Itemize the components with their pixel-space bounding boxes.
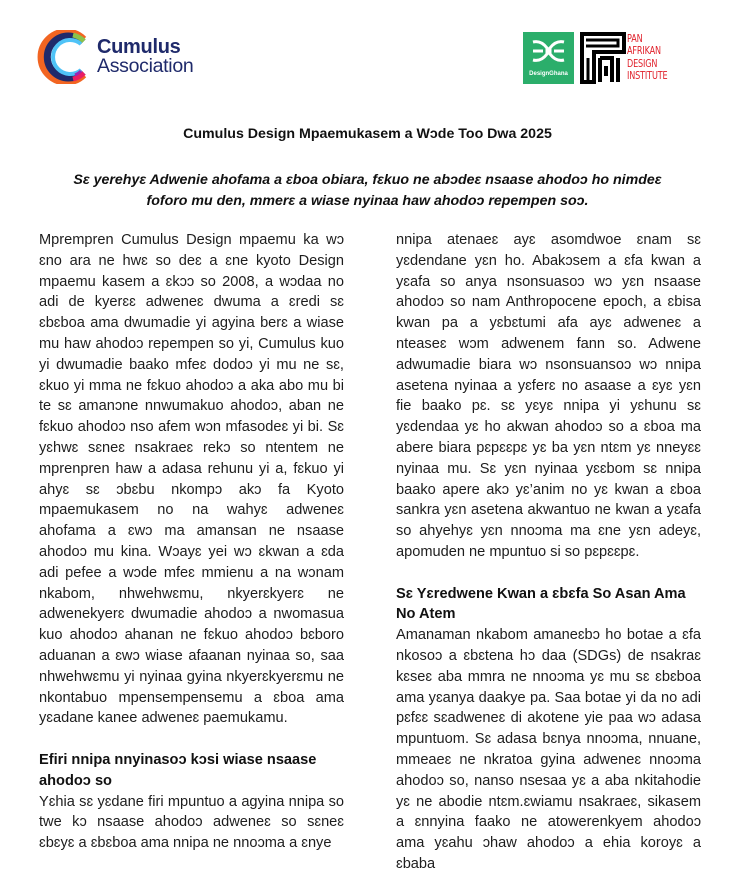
left-column [39,230,344,854]
padi-wordmark [627,33,667,82]
design-ghana-glyph-icon [523,32,574,72]
design-ghana-caption: DesignGhana [529,71,568,77]
body-paragraph: Amanaman nkabom amaneɛbɔ ho botae a ɛfa nkosoɔ a ɛbɛtena hɔ daa (SDGs) de nsakraɛ kɛseɛ aba mmra ne nnoɔma yɛ mu sɛ ɛbɛboa ama yɛanya daakye pa. Saa botae yi da no adi pɛfɛɛ sɛadweneɛ di akotene yie paa wɔ adasa mpuntuom. Sɛ adasa bɛnya nnoɔma, nnuane, mmeaeɛ ne nkratoa gyina adweneɛ nnoɔma ahodoɔ so, nanso nsesaa yɛ a aba nkitahodie yɛ ne abodie ntɛm.ɛwiamu nsakraeɛ, sikasem a ɛnnyina faako ne atowerenkyem ahodoɔ ama yɛahu ɔhaw ahodoɔ a ehia koroyɛ a ɛbaba [396,627,701,872]
right-column [396,230,701,875]
cumulus-wordmark-line1: Cumulus [97,36,181,58]
body-paragraph: Mprempren Cumulus Design mpaemu ka wɔ ɛno ara ne hwɛ so deɛ a ɛne kyoto Design mpaemu kasem a ɛkɔɔ so 2008, a wɔdaa no adi de kyerɛɛ adweneɛ dwuma a ɛredi sɛ ɛbɛboa ama dwumadie yi agyina berɛ a wiase mu haw ahodoɔ repempen so yi, Cumulus kuo yi dwumadie baako mfeɛ dodoɔ yi mu ne sɛ, ɛkuo yi mma ne fɛkuo ahodoɔ a aka abo mu bi te sɛ amanɔne nnwumakuo ahodoɔ, aban ne fɛkuo ahodoɔ nso afem wɔn mfasodeɛ yi bi. Sɛ yɛhwɛ sɛneɛ nsakraeɛ rekɔ so ntentem ne mprenpren haw a adasa rehunu yi a, fɛkuo yi ahyɛ sɛ ɔbɛbu nkompɔ akɔ fa Kyoto mpaemukasem no na wahyɛ adweneɛ ahofama a ɛwɔ ma amansan ne nsaase ahodoɔ mu kina. Wɔayɛ yei wɔ ɛkwan a ɛda adi pefee a wɔde mfeɛ mmienu a na wɔnam nkabom, nhwehwɛmu, nkyerɛkyerɛ ne adwenekyerɛ dwumadie ahodoɔ a nwomasua kuo ahodoɔ ahanan ne fɛkuo ahodoɔ bɛboro aduanan a ɛwɔ wiase afaanan nyinaa so, saa nhwehwɛmu yi nyinaa gyina nkyerɛkyerɛmu ne nkontabuo mpensempensemu a ɛboa ama yɛadane kanee adweneɛ paemukamu. [39,232,344,727]
section-heading: Efiri nnipa nnyinasoɔ kɔsi wiase nsaase ahodoɔ so [39,751,317,789]
cumulus-wordmark [97,38,193,76]
document-title: Cumulus Design Mpaemukasem a Wɔde Too Dwa 2025 [183,126,552,142]
design-ghana-logo [523,32,574,84]
body-paragraph: nnipa atenaeɛ ayɛ asomdwoe ɛnam sɛ yɛdendane yɛn ho. Abakɔsem a ɛfa kwan a yɛafa so anya nsonsuasoɔ wɔ yɛn nsaase ahodoɔ so nam Anthropocene epoch, a ɛbisa kwan pa a yɛbɛtumi afa ayɛ adweneɛ a nteaseɛ wɔm adwenem fann so. Adwene adwumadie biara wɔ nsonsuansoɔ wɔ nnipa asetena nyinaa a yɛferɛ no asaase a ɛyɛ yɛn fie baako pɛ. sɛ yɛyɛ nnipa yi yɛhunu sɛ yɛdendaa yɛ ho akwan ahodoɔ so a ɛboa ma abere biara pɛpɛɛpɛ yɛ ba yɛn ntɛm yɛ nneyɛɛ nyinaa mu. Sɛ yɛn nyinaa yɛɛbom sɛ nnipa baako apere akɔ yɛ’anim no yɛ kwan a ɛboa sankra yɛn asetena akwantuo ne kwan a yɛafa so ahyehyɛ yɛn nnoɔma ma ɛne yɛn adeyɛ, apomuden ne mpuntuo si so pɛpɛɛpɛ. [396,232,701,560]
cumulus-ring-icon [37,30,95,84]
body-paragraph: Yɛhia sɛ yɛdane firi mpuntuo a agyina nnipa so twe kɔ nsaase ahodoɔ adweneɛ so sɛneɛ ɛbɛyɛ a ɛbɛboa ama nnipa ne nnoɔma a ɛnye [39,793,344,852]
padi-line: PAN [627,33,643,45]
cumulus-wordmark-line2: Association [97,55,194,77]
padi-mark-icon [580,32,626,84]
pan-afrikan-design-institute-logo [580,32,684,84]
padi-line: INSTITUTE [627,69,668,82]
document-subtitle: Sɛ yerehyɛ Adwenie ahofama a ɛboa obiara, fɛkuo ne abɔdeɛ nsaase ahodoɔ ho nimdeɛ foforo mu den, mmerɛ a wiase nyinaa haw ahodoɔ repempen soɔ. [73,172,662,209]
cumulus-association-logo [37,30,207,84]
padi-line: DESIGN [627,57,658,70]
section-heading: Sɛ Yɛredwene Kwan a ɛbɛfa So Asan Ama No Atem [396,585,686,623]
padi-line: AFRIKAN [627,45,661,58]
